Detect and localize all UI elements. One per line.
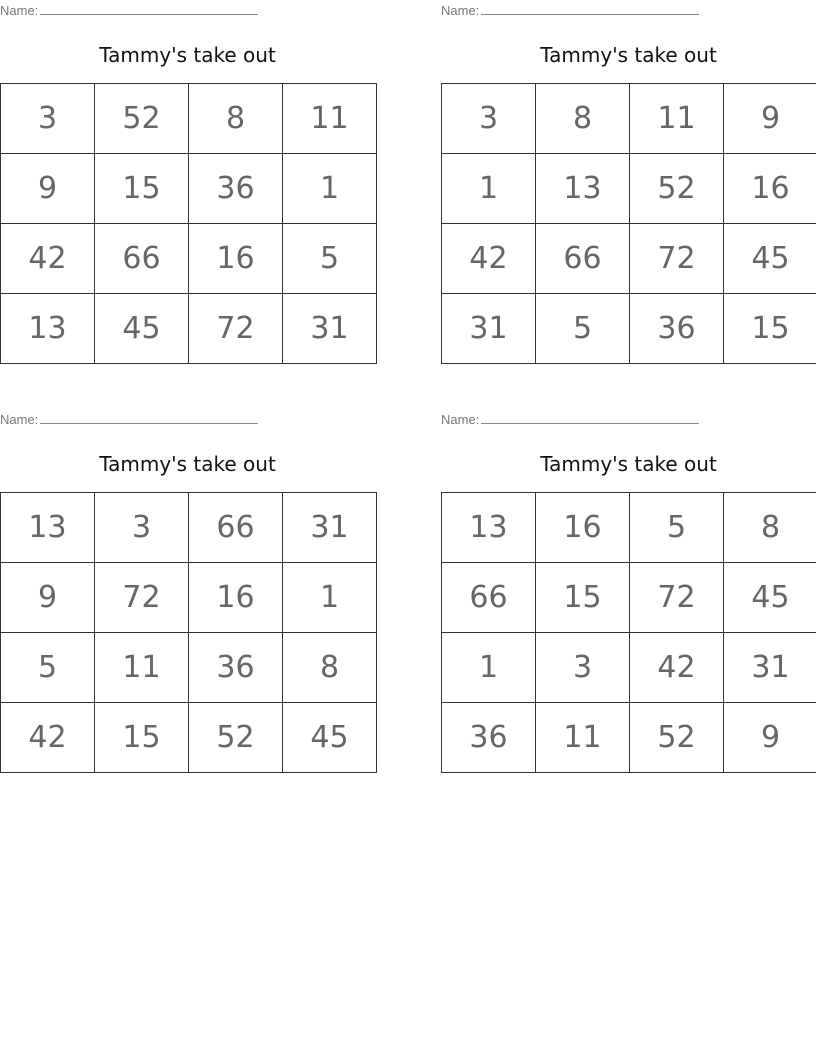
grid-cell: 36 [442,703,536,773]
grid-cell: 15 [95,703,189,773]
grid-row [1,154,377,224]
grid-cell: 9 [1,563,95,633]
grid-cell: 11 [630,84,724,154]
grid-cell: 13 [1,493,95,563]
grid-cell: 1 [442,633,536,703]
grid-row [1,224,377,294]
grid-cell: 45 [283,703,377,773]
grid-cell: 15 [724,294,816,364]
grid-cell: 5 [630,493,724,563]
grid-cell: 13 [536,154,630,224]
grid-cell: 8 [724,493,816,563]
grid-cell: 16 [189,224,283,294]
card-title: Tammy's take out [540,452,717,476]
grid-cell: 9 [724,84,816,154]
grid-row [1,633,377,703]
grid-cell: 11 [283,84,377,154]
grid-cell: 42 [442,224,536,294]
grid-cell: 72 [189,294,283,364]
grid-cell: 16 [536,493,630,563]
grid-row [442,224,816,294]
bingo-grid [441,83,816,364]
grid-cell: 72 [95,563,189,633]
bingo-grid [0,83,377,364]
grid-row [442,563,816,633]
grid-cell: 11 [536,703,630,773]
grid-cell: 11 [95,633,189,703]
name-line [441,3,699,19]
grid-cell: 8 [189,84,283,154]
grid-cell: 72 [630,224,724,294]
grid-row [442,294,816,364]
grid-cell: 42 [630,633,724,703]
grid-cell: 3 [536,633,630,703]
bingo-grid [0,492,377,773]
grid-cell: 16 [189,563,283,633]
grid-cell: 66 [536,224,630,294]
card-title: Tammy's take out [99,452,276,476]
grid-cell: 1 [283,154,377,224]
name-label: Name: [0,412,39,427]
grid-cell: 15 [536,563,630,633]
grid-cell: 5 [283,224,377,294]
grid-cell: 13 [1,294,95,364]
name-blank [481,3,699,15]
grid-cell: 16 [724,154,816,224]
grid-cell: 36 [189,154,283,224]
name-blank [40,412,258,424]
grid-cell: 31 [283,294,377,364]
grid-cell: 8 [283,633,377,703]
grid-cell: 3 [442,84,536,154]
grid-cell: 52 [189,703,283,773]
grid-cell: 52 [630,154,724,224]
grid-cell: 66 [442,563,536,633]
grid-cell: 36 [189,633,283,703]
grid-row [1,563,377,633]
name-blank [40,3,258,15]
grid-row [1,84,377,154]
grid-cell: 15 [95,154,189,224]
bingo-grid [441,492,816,773]
name-line [0,3,258,19]
grid-row [1,493,377,563]
grid-cell: 13 [442,493,536,563]
grid-cell: 36 [630,294,724,364]
grid-cell: 5 [1,633,95,703]
name-label: Name: [0,3,39,18]
grid-cell: 3 [95,493,189,563]
grid-cell: 52 [630,703,724,773]
grid-cell: 31 [724,633,816,703]
grid-cell: 66 [189,493,283,563]
grid-cell: 42 [1,703,95,773]
name-label: Name: [441,3,480,18]
name-line [0,412,258,428]
name-label: Name: [441,412,480,427]
card-title: Tammy's take out [99,43,276,67]
grid-cell: 9 [724,703,816,773]
grid-cell: 72 [630,563,724,633]
grid-cell: 3 [1,84,95,154]
grid-row [442,154,816,224]
grid-row [1,703,377,773]
grid-cell: 45 [95,294,189,364]
grid-row [442,703,816,773]
name-line [441,412,699,428]
grid-row [442,493,816,563]
grid-cell: 1 [442,154,536,224]
grid-row [442,84,816,154]
grid-cell: 45 [724,224,816,294]
name-blank [481,412,699,424]
grid-cell: 52 [95,84,189,154]
grid-cell: 1 [283,563,377,633]
grid-cell: 66 [95,224,189,294]
card-title: Tammy's take out [540,43,717,67]
grid-cell: 9 [1,154,95,224]
grid-cell: 5 [536,294,630,364]
grid-cell: 45 [724,563,816,633]
grid-cell: 42 [1,224,95,294]
grid-cell: 31 [283,493,377,563]
grid-row [442,633,816,703]
grid-cell: 31 [442,294,536,364]
grid-row [1,294,377,364]
grid-cell: 8 [536,84,630,154]
